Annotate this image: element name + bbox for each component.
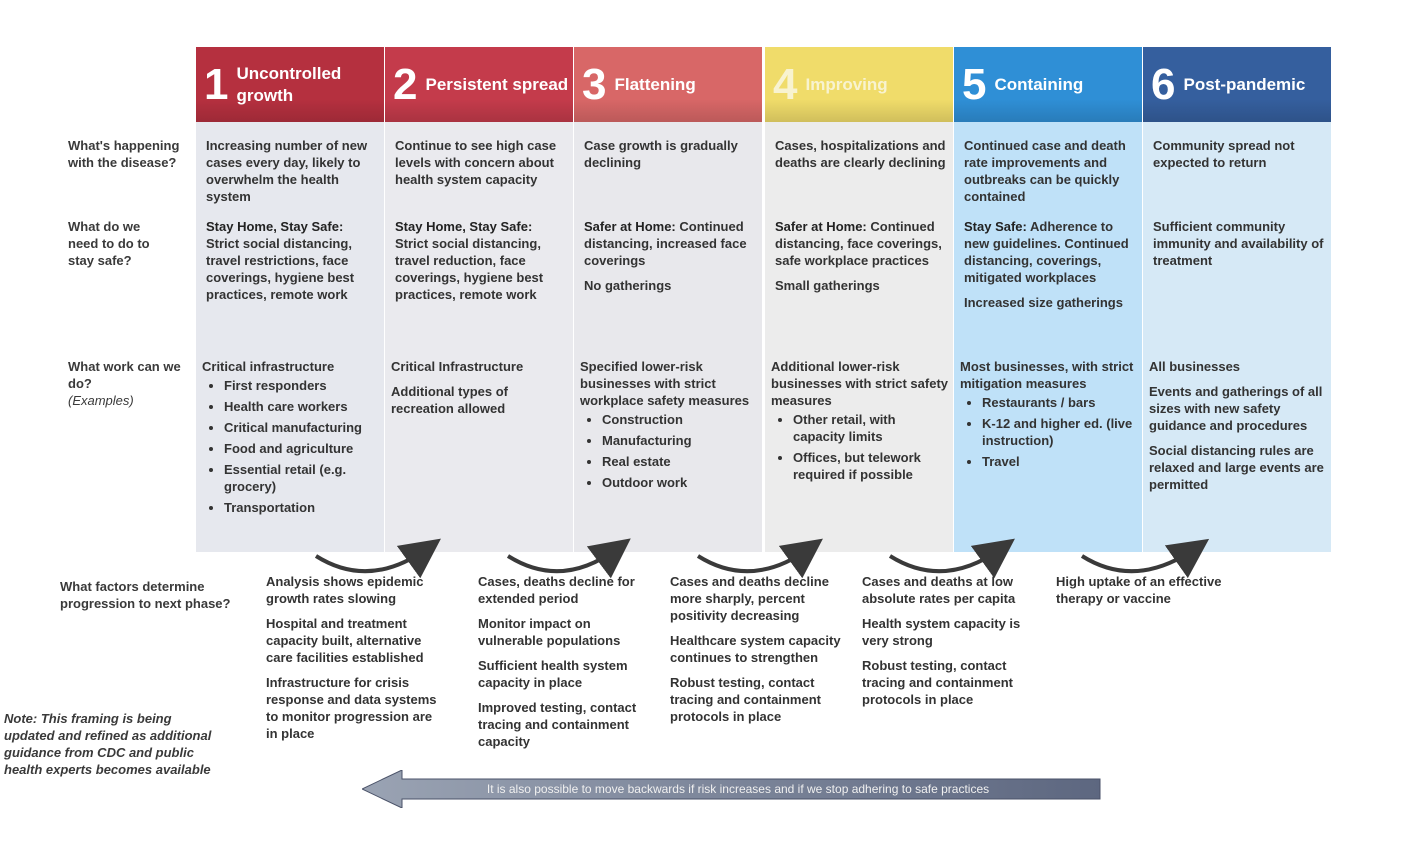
factor-item: Robust testing, contact tracing and containment protocols in place xyxy=(670,675,821,724)
phase-title: Improving xyxy=(805,74,888,94)
factor-item: Hospital and treatment capacity built, alternative care facilities established xyxy=(266,616,424,665)
progression-arrow-3 xyxy=(698,548,810,571)
progression-arrow-1 xyxy=(316,548,428,571)
phase-title: Persistent spread xyxy=(425,74,569,94)
row-label-factors: What factors determine progression to next phase? xyxy=(60,579,231,611)
stay-safe-text: Continued distancing, increased face coverings xyxy=(584,219,747,268)
factor-group xyxy=(266,573,438,750)
work-intro: Critical Infrastructure xyxy=(391,359,524,374)
row-label-work-examples: (Examples) xyxy=(68,393,134,408)
stay-safe-text: Strict social distancing, travel reduction, face coverings, hygiene best practices, remote work xyxy=(395,236,544,302)
phase-number: 3 xyxy=(582,59,607,109)
backwards-arrow-label: It is also possible to move backwards if risk increases and if we stop adhering to safe practices xyxy=(486,782,990,796)
row-label-stay-safe: What do we need to do to stay safe? xyxy=(68,219,150,268)
work-intro: Additional lower-risk businesses with strict safety measures xyxy=(771,359,949,408)
work-item: • Construction xyxy=(602,411,758,428)
stay-safe-lead: Stay Home, Stay Safe: xyxy=(206,219,344,234)
work-item: • Essential retail (e.g. grocery) xyxy=(224,461,380,495)
stay-safe-extra: No gatherings xyxy=(584,278,672,293)
stay-safe-extra: Increased size gatherings xyxy=(964,295,1123,310)
work-item: • Critical manufacturing xyxy=(224,419,380,436)
work-item: • Real estate xyxy=(602,453,758,470)
factor-group xyxy=(478,573,650,758)
work-item: • First responders xyxy=(224,377,380,394)
factor-item: Cases and deaths decline more sharply, percent positivity decreasing xyxy=(670,574,829,623)
work-intro: All businesses xyxy=(1149,359,1241,374)
row-label-work-text: What work can we do? xyxy=(68,359,181,391)
factor-group xyxy=(670,573,842,733)
phase-number: 4 xyxy=(773,59,798,109)
framing-note: Note: This framing is being updated and refined as additional guidance from CDC and public health experts becomes available xyxy=(4,711,212,777)
factor-item: Analysis shows epidemic growth rates slowing xyxy=(266,574,424,606)
phase-title: Containing xyxy=(994,74,1084,94)
phase-happening: Cases, hospitalizations and deaths are clearly declining xyxy=(775,138,946,170)
work-item: • Outdoor work xyxy=(602,474,758,491)
work-item: • Offices, but telework required if possible xyxy=(793,449,949,483)
phase-number: 1 xyxy=(204,59,229,109)
factor-item: Monitor impact on vulnerable populations xyxy=(478,616,621,648)
work-item: • K-12 and higher ed. (live instruction) xyxy=(982,415,1138,449)
stay-safe-text: Sufficient community immunity and availability of treatment xyxy=(1153,219,1324,268)
phase-happening: Increasing number of new cases every day, likely to overwhelm the health system xyxy=(206,138,368,204)
factor-item: Health system capacity is very strong xyxy=(862,616,1021,648)
phase-happening: Community spread not expected to return xyxy=(1153,138,1295,170)
factor-item: Cases and deaths at low absolute rates per capita xyxy=(862,574,1016,606)
work-item: • Manufacturing xyxy=(602,432,758,449)
phase-title: Post-pandemic xyxy=(1183,74,1306,94)
work-item: • Transportation xyxy=(224,499,380,516)
work-item: • Other retail, with capacity limits xyxy=(793,411,949,445)
stay-safe-extra: Small gatherings xyxy=(775,278,880,293)
stay-safe-lead: Stay Home, Stay Safe: xyxy=(395,219,533,234)
work-intro: Critical infrastructure xyxy=(202,359,335,374)
work-intro: Specified lower-risk businesses with strict workplace safety measures xyxy=(580,359,750,408)
phase-happening: Continued case and death rate improvements and outbreaks can be quickly contained xyxy=(964,138,1126,204)
phase-happening: Continue to see high case levels with concern about health system capacity xyxy=(395,138,557,187)
phase-title: Flattening xyxy=(614,74,696,94)
factor-item: Cases, deaths decline for extended period xyxy=(478,574,635,606)
stay-safe-lead: Safer at Home: xyxy=(584,219,680,234)
stay-safe-lead: Stay Safe: xyxy=(964,219,1030,234)
work-extra: Additional types of recreation allowed xyxy=(391,384,508,416)
phase-title: Uncontrolled growth xyxy=(236,63,342,105)
factor-item: High uptake of an effective therapy or vaccine xyxy=(1056,574,1222,606)
work-extra: Events and gatherings of all sizes with new safety guidance and procedures xyxy=(1149,384,1323,433)
work-extra: Social distancing rules are relaxed and large events are permitted xyxy=(1149,443,1324,492)
phase-number: 5 xyxy=(962,59,987,109)
phase-number: 2 xyxy=(393,59,418,109)
work-intro: Most businesses, with strict mitigation measures xyxy=(960,359,1134,391)
stay-safe-text: Strict social distancing, travel restrictions, face coverings, hygiene best practices, remote work xyxy=(206,236,355,302)
work-item: • Travel xyxy=(982,453,1138,470)
factor-group xyxy=(862,573,1034,716)
progression-arrow-2 xyxy=(508,548,618,571)
progression-arrow-5 xyxy=(1082,548,1196,571)
work-item: • Restaurants / bars xyxy=(982,394,1138,411)
phase-happening: Case growth is gradually declining xyxy=(584,138,738,170)
work-item: • Health care workers xyxy=(224,398,380,415)
stay-safe-lead: Safer at Home: xyxy=(775,219,871,234)
factor-item: Infrastructure for crisis response and data systems to monitor progression are in place xyxy=(266,675,437,741)
factor-item: Robust testing, contact tracing and containment protocols in place xyxy=(862,658,1013,707)
row-label-happening: What's happening with the disease? xyxy=(68,138,180,170)
factor-item: Improved testing, contact tracing and containment capacity xyxy=(478,700,637,749)
stay-safe-text: Adherence to new guidelines. Continued distancing, coverings, mitigated workplaces xyxy=(964,219,1129,285)
stay-safe-text: Continued distancing, face coverings, safe workplace practices xyxy=(775,219,942,268)
factor-item: Sufficient health system capacity in place xyxy=(478,658,628,690)
factor-item: Healthcare system capacity continues to strengthen xyxy=(670,633,841,665)
progression-arrow-4 xyxy=(890,548,1002,571)
phase-number: 6 xyxy=(1151,59,1176,109)
factor-group xyxy=(1056,573,1228,615)
work-item: • Food and agriculture xyxy=(224,440,380,457)
